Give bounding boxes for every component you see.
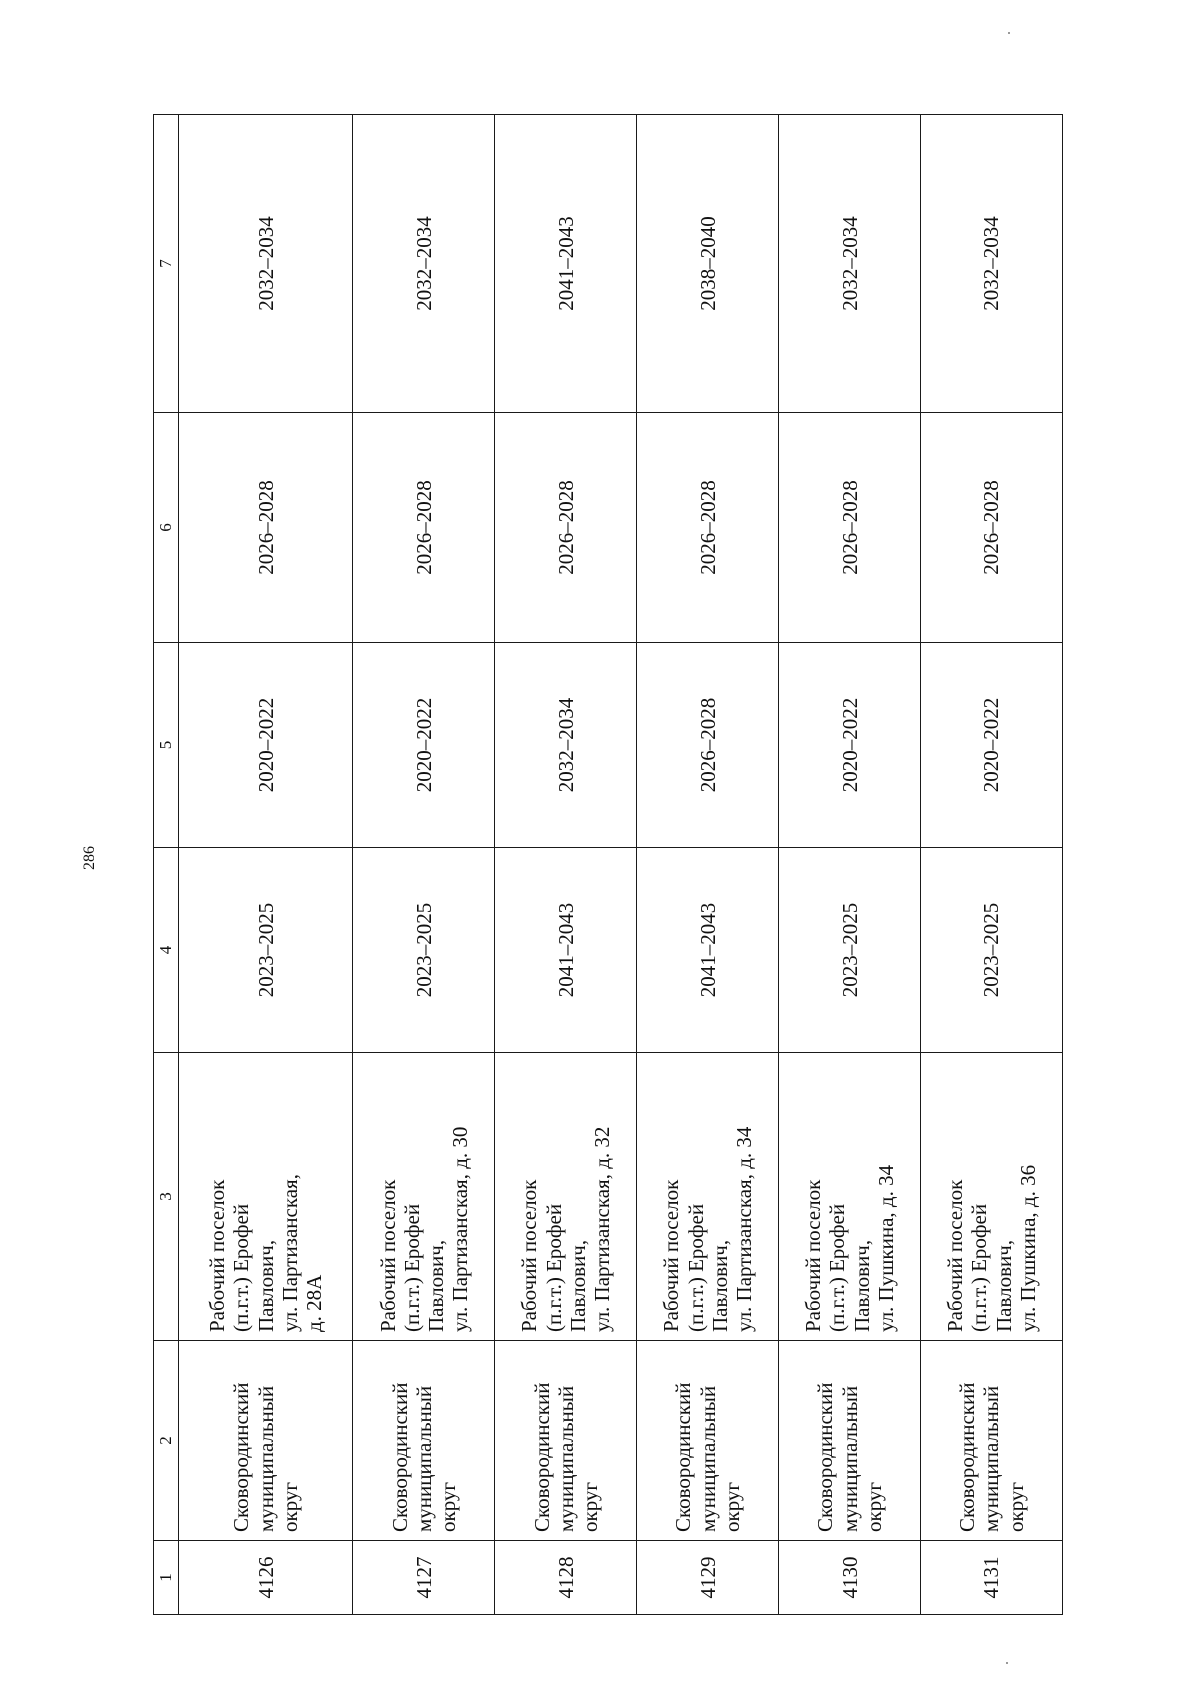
address-line: Павлович, [991,1239,1016,1332]
district-line: Сковородинский [529,1382,554,1532]
period-col-7: 2032–2034 [779,115,921,413]
period-col-6: 2026–2028 [779,413,921,643]
address-line: Павлович, [707,1239,732,1332]
scan-speck [1006,1662,1008,1664]
period-col-7: 2032–2034 [921,115,1063,413]
address-line: Рабочий поселок [205,1179,230,1332]
record-number: 4126 [179,1541,353,1615]
period-col-6: 2026–2028 [353,413,495,643]
table-header [154,115,179,1615]
period-col-5: 2026–2028 [637,643,779,848]
address-line: ул. Пушкина, д. 34 [873,1164,898,1332]
period-col-5: 2020–2022 [353,643,495,848]
period-col-7: 2038–2040 [637,115,779,413]
address-cell [779,1053,921,1341]
period-col-4: 2023–2025 [353,848,495,1053]
period-col-4: 2023–2025 [921,848,1063,1053]
column-header: 2 [154,1341,179,1541]
address-line: Павлович, [849,1239,874,1332]
table-row [179,115,353,1615]
address-line: (п.г.т.) Ерофей [541,1203,566,1332]
district-cell [353,1341,495,1541]
address-line: Рабочий поселок [801,1179,826,1332]
period-col-6: 2026–2028 [495,413,637,643]
address-line: (п.г.т.) Ерофей [825,1203,850,1332]
period-col-5: 2032–2034 [495,643,637,848]
address-cell [353,1053,495,1341]
district-line: округ [277,1481,302,1532]
district-line: округ [861,1481,886,1532]
district-line: Сковородинский [813,1382,838,1532]
page-number: 286 [81,846,98,870]
address-line: Павлович, [565,1239,590,1332]
record-number: 4128 [495,1541,637,1615]
district-line: муниципальный [553,1385,578,1532]
column-header: 6 [154,413,179,643]
address-line: ул. Партизанская, д. 34 [731,1126,756,1332]
district-line: муниципальный [979,1385,1004,1532]
table-row [779,115,921,1615]
address-cell [179,1053,353,1341]
address-cell [637,1053,779,1341]
header-row [154,115,179,1615]
period-col-6: 2026–2028 [637,413,779,643]
address-cell [495,1053,637,1341]
period-col-5: 2020–2022 [779,643,921,848]
district-line: округ [435,1481,460,1532]
district-line: округ [577,1481,602,1532]
record-number: 4127 [353,1541,495,1615]
table-row [921,115,1063,1615]
period-col-7: 2032–2034 [353,115,495,413]
district-line: Сковородинский [229,1382,254,1532]
address-line: (п.г.т.) Ерофей [399,1203,424,1332]
record-number: 4131 [921,1541,1063,1615]
district-line: муниципальный [411,1385,436,1532]
address-line: Павлович, [253,1239,278,1332]
registry-table [153,114,1063,1615]
address-line: ул. Партизанская, д. 30 [447,1126,472,1332]
column-header: 1 [154,1541,179,1615]
period-col-4: 2023–2025 [179,848,353,1053]
address-line: (п.г.т.) Ерофей [229,1203,254,1332]
district-line: округ [1003,1481,1028,1532]
period-col-6: 2026–2028 [179,413,353,643]
column-header: 4 [154,848,179,1053]
address-cell [921,1053,1063,1341]
period-col-7: 2041–2043 [495,115,637,413]
period-col-4: 2023–2025 [779,848,921,1053]
district-line: муниципальный [695,1385,720,1532]
table-body [179,115,1063,1615]
district-line: Сковородинский [387,1382,412,1532]
address-line: Рабочий поселок [375,1179,400,1332]
district-line: муниципальный [253,1385,278,1532]
column-header: 3 [154,1053,179,1341]
period-col-5: 2020–2022 [179,643,353,848]
district-line: округ [719,1481,744,1532]
district-line: Сковородинский [955,1382,980,1532]
address-line: ул. Партизанская, [277,1174,302,1332]
district-line: муниципальный [837,1385,862,1532]
scan-speck [1008,32,1010,34]
table-container [153,115,1063,1615]
district-cell [779,1341,921,1541]
period-col-6: 2026–2028 [921,413,1063,643]
period-col-4: 2041–2043 [637,848,779,1053]
record-number: 4130 [779,1541,921,1615]
district-cell [637,1341,779,1541]
column-header: 5 [154,643,179,848]
table-row [637,115,779,1615]
table-row [353,115,495,1615]
address-line: д. 28А [301,1274,326,1332]
period-col-4: 2041–2043 [495,848,637,1053]
address-line: ул. Партизанская, д. 32 [589,1126,614,1332]
record-number: 4129 [637,1541,779,1615]
address-line: Рабочий поселок [517,1179,542,1332]
table-row [495,115,637,1615]
district-cell [921,1341,1063,1541]
address-line: Павлович, [423,1239,448,1332]
district-cell [179,1341,353,1541]
district-line: Сковородинский [671,1382,696,1532]
address-line: Рабочий поселок [943,1179,968,1332]
address-line: Рабочий поселок [659,1179,684,1332]
address-line: ул. Пушкина, д. 36 [1015,1164,1040,1332]
column-header: 7 [154,115,179,413]
address-line: (п.г.т.) Ерофей [683,1203,708,1332]
district-cell [495,1341,637,1541]
period-col-5: 2020–2022 [921,643,1063,848]
address-line: (п.г.т.) Ерофей [967,1203,992,1332]
period-col-7: 2032–2034 [179,115,353,413]
